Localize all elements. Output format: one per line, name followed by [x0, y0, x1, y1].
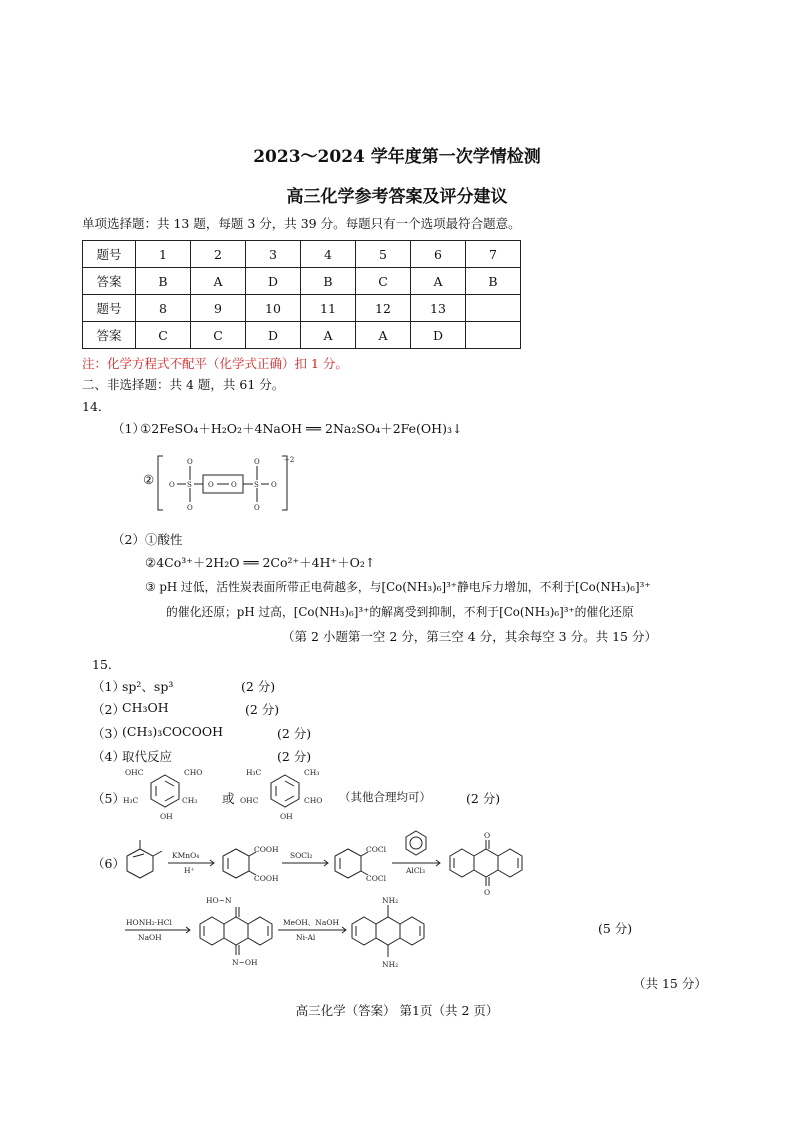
- table-cell: 10: [246, 295, 301, 322]
- svg-text:MeOH、NaOH: MeOH、NaOH: [283, 918, 340, 927]
- svg-text:OHC: OHC: [125, 768, 144, 777]
- page-footer: 高三化学（答案） 第1页（共 2 页）: [295, 1003, 499, 1018]
- table-cell: 3: [246, 241, 301, 268]
- table-cell: B: [301, 268, 356, 295]
- table-cell: 答案: [83, 268, 136, 295]
- svg-text:O: O: [484, 831, 491, 840]
- table-cell: D: [246, 322, 301, 349]
- svg-text:COCl: COCl: [366, 874, 387, 883]
- svg-text:O: O: [208, 481, 214, 489]
- svg-text:CH₃: CH₃: [304, 768, 320, 777]
- svg-text:KMnO₄: KMnO₄: [172, 851, 200, 860]
- table-cell: A: [191, 268, 246, 295]
- q14-part1-label: （1）: [112, 421, 145, 436]
- section2-intro: 二、非选择题：共 4 题，共 61 分。: [82, 377, 285, 392]
- table-cell: C: [136, 322, 191, 349]
- svg-text:HONH₂·HCl: HONH₂·HCl: [126, 918, 172, 927]
- table-cell: 题号: [83, 241, 136, 268]
- structure-a: [120, 767, 215, 822]
- svg-text:−2: −2: [284, 456, 295, 464]
- q14-part2-answer3-line1: ③ pH 过低，活性炭表面所带正电荷越多，与[Co(NH₃)₆]³⁺静电斥力增加，不利于[Co(NH₃)₆]³⁺: [145, 580, 651, 594]
- q14-part2-answer2: ②4Co³⁺＋2H₂O ══ 2Co²⁺＋4H⁺＋O₂↑: [145, 555, 376, 570]
- q15-item-score: (2 分): [245, 702, 280, 717]
- svg-text:NaOH: NaOH: [138, 933, 162, 942]
- svg-text:H₃C: H₃C: [246, 768, 262, 777]
- table-cell: 1: [136, 241, 191, 268]
- q15-number: 15．: [92, 657, 121, 672]
- table-cell: C: [191, 322, 246, 349]
- svg-text:OHC: OHC: [240, 796, 259, 805]
- svg-text:O: O: [254, 458, 260, 466]
- page-subtitle: 高三化学参考答案及评分建议: [286, 187, 508, 207]
- table-row: [83, 295, 521, 322]
- scoring-note: 注：化学方程式不配平（化学式正确）扣 1 分。: [82, 356, 348, 371]
- table-cell: 12: [356, 295, 411, 322]
- q15-part5-score: (2 分): [466, 791, 501, 806]
- structure-b: [238, 767, 333, 822]
- table-cell: C: [356, 268, 411, 295]
- table-cell: 答案: [83, 322, 136, 349]
- section1-intro: 单项选择题：共 13 题，每题 3 分，共 39 分。每题只有一个选项最符合题意。: [82, 216, 521, 231]
- svg-text:S: S: [254, 481, 259, 489]
- table-cell: D: [246, 268, 301, 295]
- table-row: [83, 241, 521, 268]
- svg-text:Ni-Al: Ni-Al: [296, 933, 316, 942]
- q15-item-label: （3）: [92, 726, 125, 741]
- svg-text:COCl: COCl: [366, 845, 387, 854]
- q14-part1-equation: ①2FeSO₄＋H₂O₂＋4NaOH ══ 2Na₂SO₄＋2Fe(OH)₃↓: [140, 421, 463, 436]
- svg-text:O: O: [187, 458, 193, 466]
- table-cell: 5: [356, 241, 411, 268]
- q14-part2-answer1: ①酸性: [145, 532, 183, 547]
- table-row: [83, 268, 521, 295]
- table-cell: 9: [191, 295, 246, 322]
- svg-text:COOH: COOH: [254, 874, 279, 883]
- table-cell: A: [301, 322, 356, 349]
- svg-text:COOH: COOH: [254, 845, 279, 854]
- q15-total: （共 15 分）: [633, 976, 707, 991]
- svg-text:O: O: [484, 888, 491, 897]
- table-cell: [466, 295, 521, 322]
- svg-text:N~OH: N~OH: [232, 958, 258, 967]
- svg-text:AlCl₃: AlCl₃: [406, 866, 425, 875]
- svg-text:CHO: CHO: [184, 768, 203, 777]
- q15-item-answer: (CH₃)₃COCOOH: [122, 724, 224, 739]
- table-cell: B: [136, 268, 191, 295]
- table-cell: B: [466, 268, 521, 295]
- table-row: [83, 322, 521, 349]
- q14-part2-answer3-line2: 的催化还原；pH 过高，[Co(NH₃)₆]³⁺的解离受到抑制，不利于[Co(NH₃)₆]³⁺的催化还原: [166, 605, 634, 619]
- answer-table: [82, 240, 521, 349]
- q15-part5-or: 或: [222, 791, 235, 806]
- q15-item-label: （2）: [92, 702, 125, 717]
- q15-item-label: （1）: [92, 679, 125, 694]
- svg-text:OH: OH: [280, 812, 293, 821]
- svg-text:CH₃: CH₃: [182, 796, 198, 805]
- svg-text:NH₂: NH₂: [382, 960, 399, 969]
- q15-item-label: （4）: [92, 749, 125, 764]
- svg-text:S: S: [187, 481, 192, 489]
- table-cell: 题号: [83, 295, 136, 322]
- q15-item-answer: sp²、sp³: [122, 679, 174, 694]
- svg-text:NH₂: NH₂: [382, 896, 399, 905]
- svg-text:SOCl₂: SOCl₂: [290, 851, 313, 860]
- q15-item-answer: 取代反应: [122, 749, 173, 764]
- q15-part6-label: （6）: [92, 856, 125, 871]
- svg-text:O: O: [271, 481, 277, 489]
- q14-scoring: （第 2 小题第一空 2 分，第三空 4 分，其余每空 3 分。共 15 分）: [282, 629, 657, 644]
- q14-part1-mark2: ②: [143, 472, 155, 487]
- q14-number: 14．: [82, 399, 111, 414]
- q15-item-score: (2 分): [241, 679, 276, 694]
- q15-part5-label: （5）: [92, 791, 125, 806]
- svg-text:H⁺: H⁺: [184, 866, 195, 875]
- q14-part2-label: （2）: [112, 532, 145, 547]
- synthesis-route: [120, 825, 540, 970]
- table-cell: [466, 322, 521, 349]
- svg-text:OH: OH: [160, 812, 173, 821]
- table-cell: 8: [136, 295, 191, 322]
- svg-text:O: O: [187, 504, 193, 512]
- svg-text:O: O: [169, 481, 175, 489]
- table-cell: A: [411, 268, 466, 295]
- svg-text:HO~N: HO~N: [206, 896, 232, 905]
- q15-item-answer: CH₃OH: [122, 700, 169, 715]
- table-cell: A: [356, 322, 411, 349]
- q15-part6-score: (5 分): [598, 921, 633, 936]
- q15-item-score: (2 分): [277, 749, 312, 764]
- page-title: 2023～2024 学年度第一次学情检测: [253, 147, 541, 167]
- q15-item-score: (2 分): [277, 726, 312, 741]
- table-cell: 7: [466, 241, 521, 268]
- table-cell: 2: [191, 241, 246, 268]
- table-cell: 4: [301, 241, 356, 268]
- svg-text:CHO: CHO: [304, 796, 323, 805]
- table-cell: 6: [411, 241, 466, 268]
- svg-text:O: O: [254, 504, 260, 512]
- svg-text:O: O: [231, 481, 237, 489]
- table-cell: 11: [301, 295, 356, 322]
- table-cell: D: [411, 322, 466, 349]
- svg-text:H₃C: H₃C: [123, 796, 139, 805]
- table-cell: 13: [411, 295, 466, 322]
- q15-part5-note: （其他合理均可）: [339, 790, 431, 804]
- peroxodisulfate-structure: [155, 452, 305, 514]
